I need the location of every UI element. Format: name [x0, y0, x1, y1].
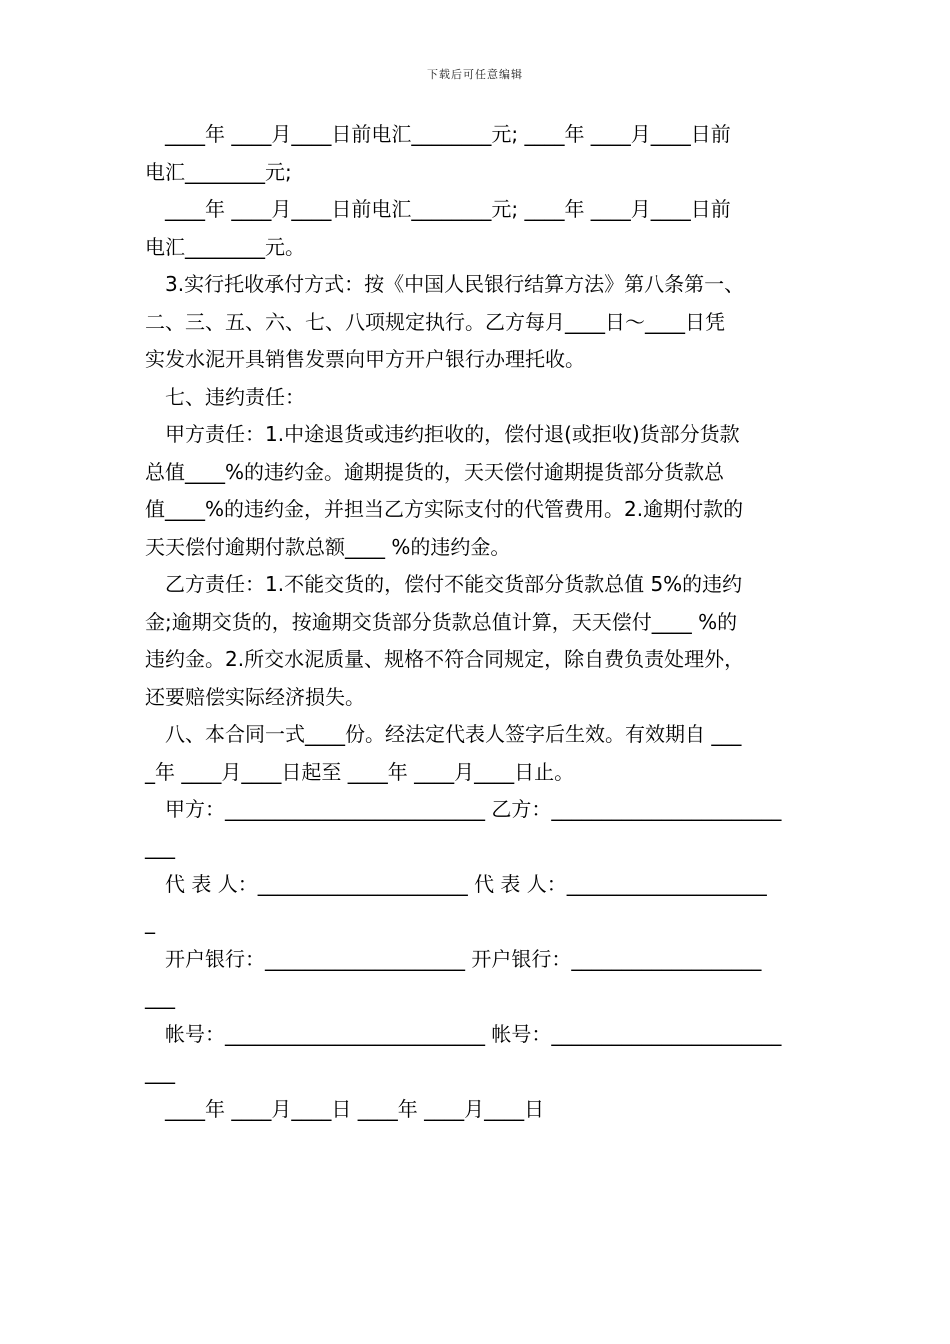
remit-line: 电汇________元。	[145, 234, 305, 259]
party-b-liability-line: 乙方责任：1.不能交货的，偿付不能交货部分货款总值 5%的违约	[165, 572, 743, 596]
signature-party-line: ___	[145, 834, 175, 859]
party-a-liability-line: 天天偿付逾期付款总额____ %的违约金。	[145, 534, 511, 559]
party-a-liability-line: 总值____%的违约金。逾期提货的，天天偿付逾期提货部分货款总	[145, 459, 725, 484]
signature-account-line: ___	[145, 1059, 175, 1084]
signature-date-line: ____年 ____月____日 ____年 ____月____日	[165, 1097, 545, 1121]
page-header-note: 下载后可任意编辑	[427, 68, 523, 81]
remit-line: ____年 ____月____日前电汇________元; ____年 ____月____日前	[165, 197, 731, 221]
party-b-liability-line: 违约金。2.所交水泥质量、规格不符合同规定，除自费负责处理外，	[145, 647, 745, 671]
party-a-liability-line: 甲方责任：1.中途退货或违约拒收的，偿付退(或拒收)货部分货款	[165, 422, 740, 446]
signature-account-line: 帐号：__________________________ 帐号：_______________________	[165, 1022, 782, 1046]
party-b-liability-line: 金;逾期交货的，按逾期交货部分货款总值计算，天天偿付____ %的	[145, 609, 738, 634]
item3-line: 实发水泥开具销售发票向甲方开户银行办理托收。	[145, 347, 585, 371]
signature-bank-line: ___	[145, 984, 175, 1009]
section7-heading: 七、违约责任：	[165, 384, 305, 409]
signature-bank-line: 开户银行：____________________ 开户银行：___________________	[165, 947, 762, 971]
party-a-liability-line: 值____%的违约金，并担当乙方实际支付的代管费用。2.逾期付款的	[145, 497, 744, 521]
remit-line: 电汇________元;	[145, 159, 292, 184]
signature-party-line: 甲方：__________________________ 乙方：_______________________	[165, 797, 782, 821]
signature-representative-line: 代 表 人：_____________________ 代 表 人：____________________	[165, 872, 767, 896]
section8-line: 八、本合同一式____份。经法定代表人签字后生效。有效期自 ___	[165, 722, 742, 746]
item3-line: 3.实行托收承付方式：按《中国人民银行结算方法》第八条第一、	[165, 272, 745, 296]
party-b-liability-line: 还要赔偿实际经济损失。	[145, 684, 365, 709]
section8-line: _年 ____月____日起至 ____年 ____月____日止。	[145, 759, 575, 784]
remit-line: ____年 ____月____日前电汇________元; ____年 ____月____日前	[165, 122, 731, 146]
signature-representative-line: _	[145, 909, 155, 934]
contract-body	[145, 116, 815, 1129]
item3-line: 二、三、五、六、七、八项规定执行。乙方每月____日～____日凭	[145, 309, 725, 334]
